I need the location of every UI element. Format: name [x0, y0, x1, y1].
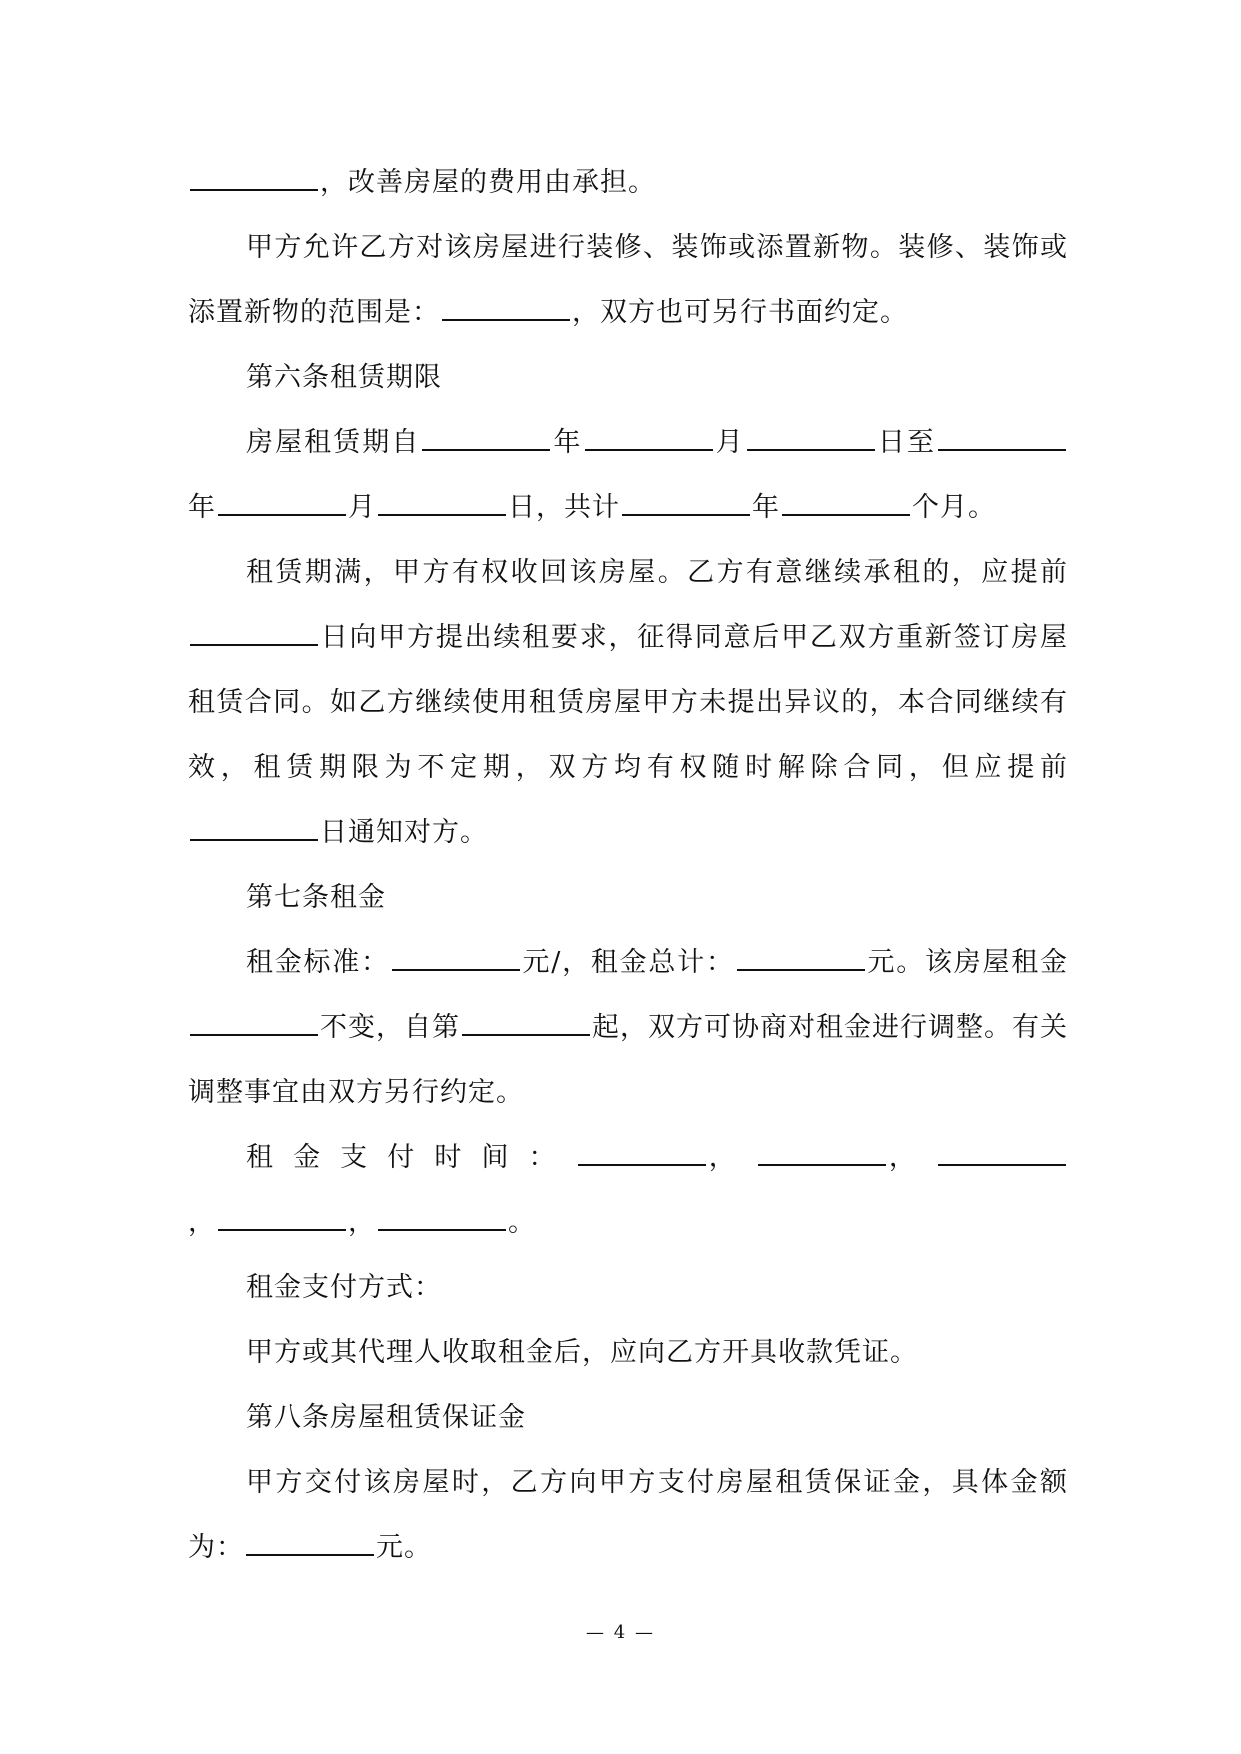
paragraph-text: 月	[714, 427, 745, 458]
paragraph-text: ，	[348, 1207, 376, 1238]
fill-in-blank[interactable]	[737, 945, 865, 971]
paragraph-text: ，	[887, 1142, 937, 1173]
paragraph-text: 租金标准：	[246, 947, 390, 978]
paragraph-p5	[188, 540, 1068, 865]
fill-in-blank[interactable]	[938, 1140, 1066, 1166]
fill-in-blank[interactable]	[190, 620, 318, 646]
paragraph-text: 租金支付时间：	[246, 1142, 576, 1173]
paragraph-text: 第八条房屋租赁保证金	[246, 1402, 526, 1433]
paragraph-text: 房屋租赁期自	[246, 427, 421, 458]
fill-in-blank[interactable]	[218, 490, 346, 516]
paragraph-text: ，改善房屋的费用由承担。	[320, 167, 656, 198]
fill-in-blank[interactable]	[392, 945, 520, 971]
paragraph-text: 甲方或其代理人收取租金后，应向乙方开具收款凭证。	[246, 1337, 918, 1368]
paragraph-p4	[188, 410, 1068, 540]
paragraph-text: 。	[508, 1207, 536, 1238]
fill-in-blank[interactable]	[782, 490, 910, 516]
paragraph-text: ，	[707, 1142, 756, 1173]
page-number: — 4 —	[586, 1622, 655, 1643]
paragraph-text: 第七条租金	[246, 882, 386, 913]
paragraph-p11	[188, 1385, 1068, 1450]
fill-in-blank[interactable]	[190, 1010, 318, 1036]
paragraph-text: 日向甲方提出续租要求，征得同意后甲乙双方重新签订房屋租赁合同。如乙方继续使用租赁房屋甲方未提出异议的，本合同继续有效，租赁期限为不定期，双方均有权随时解除合同，但应提前	[188, 622, 1068, 783]
fill-in-blank[interactable]	[190, 815, 318, 841]
fill-in-blank[interactable]	[585, 425, 713, 451]
paragraph-text: ，	[188, 1207, 216, 1238]
paragraph-text: 租金支付方式：	[246, 1272, 442, 1303]
paragraph-text: 年	[188, 492, 216, 523]
fill-in-blank[interactable]	[462, 1010, 590, 1036]
paragraph-text: 年	[752, 492, 780, 523]
paragraph-text: 日通知对方。	[320, 817, 488, 848]
paragraph-text: 元。	[376, 1532, 432, 1563]
fill-in-blank[interactable]	[190, 165, 318, 191]
paragraph-text: 起，双方可协商对租金进行调整。有关调整事宜由双方另行约定。	[188, 1012, 1068, 1108]
paragraph-text: 甲方允许乙方对该房屋进行装修、装饰或添置新物。装修、装饰或添置新物的范围是：	[188, 232, 1068, 328]
fill-in-blank[interactable]	[758, 1140, 886, 1166]
paragraph-p7	[188, 930, 1068, 1125]
paragraph-text: 日至	[876, 427, 937, 458]
paragraph-text: 日，共计	[508, 492, 620, 523]
paragraph-text: ，双方也可另行书面约定。	[572, 297, 908, 328]
paragraph-text: 第六条租赁期限	[246, 362, 442, 393]
fill-in-blank[interactable]	[218, 1205, 346, 1231]
paragraph-text: 不变，自第	[320, 1012, 460, 1043]
fill-in-blank[interactable]	[442, 295, 570, 321]
fill-in-blank[interactable]	[622, 490, 750, 516]
paragraph-text: 月	[348, 492, 376, 523]
fill-in-blank[interactable]	[747, 425, 875, 451]
paragraph-text: 租赁期满，甲方有权收回该房屋。乙方有意继续承租的，应提前	[246, 557, 1068, 588]
fill-in-blank[interactable]	[378, 1205, 506, 1231]
paragraph-p1	[188, 150, 1068, 215]
fill-in-blank[interactable]	[378, 490, 506, 516]
fill-in-blank[interactable]	[938, 425, 1066, 451]
paragraph-text: 元。该房屋租金	[866, 947, 1069, 978]
paragraph-p3	[188, 345, 1068, 410]
paragraph-text: 年	[552, 427, 583, 458]
paragraph-p10	[188, 1320, 1068, 1385]
paragraph-p9	[188, 1255, 1068, 1320]
paragraph-text: 甲方交付该房屋时，乙方向甲方支付房屋租赁保证金，具体金额为：	[188, 1467, 1068, 1563]
paragraph-p8	[188, 1125, 1068, 1255]
paragraph-p6	[188, 865, 1068, 930]
paragraph-text: 元/，租金总计：	[521, 947, 735, 978]
document-body	[188, 150, 1068, 1580]
fill-in-blank[interactable]	[578, 1140, 706, 1166]
paragraph-p2	[188, 215, 1068, 345]
paragraph-text: 个月。	[912, 492, 996, 523]
fill-in-blank[interactable]	[422, 425, 550, 451]
paragraph-p12	[188, 1450, 1068, 1580]
fill-in-blank[interactable]	[246, 1530, 374, 1556]
